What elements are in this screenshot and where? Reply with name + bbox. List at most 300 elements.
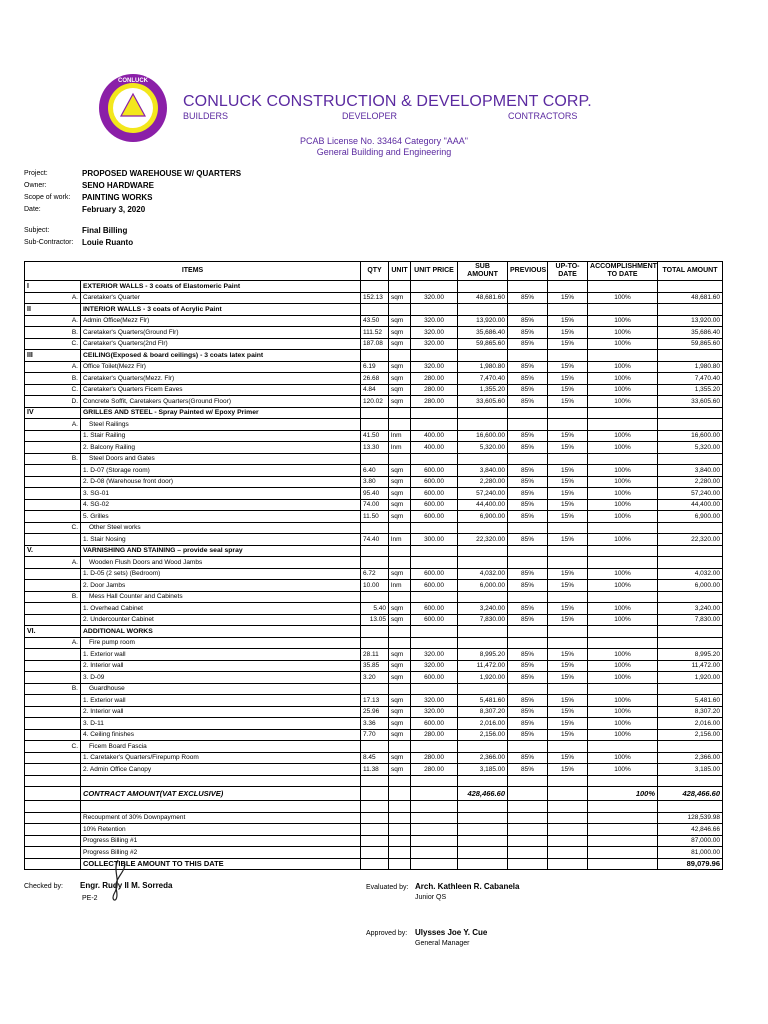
total-cell: 42,846.66 bbox=[658, 824, 723, 836]
row-number-cell: C. bbox=[25, 384, 81, 396]
up-to-date-cell bbox=[548, 453, 588, 465]
table-row bbox=[25, 568, 723, 580]
unit-price-cell: 320.00 bbox=[411, 292, 458, 304]
unit-cell bbox=[389, 626, 411, 638]
unit-cell: sqm bbox=[389, 384, 411, 396]
description-cell: CONTRACT AMOUNT(VAT EXCLUSIVE) bbox=[81, 787, 361, 801]
unit-price-cell bbox=[411, 304, 458, 316]
previous-cell: 85% bbox=[508, 384, 548, 396]
unit-price-cell: 300.00 bbox=[411, 534, 458, 546]
qty-cell: 3.80 bbox=[361, 476, 389, 488]
accomplishment-cell: 100% bbox=[588, 718, 658, 730]
up-to-date-cell: 15% bbox=[548, 384, 588, 396]
total-cell bbox=[658, 683, 723, 695]
unit-price-cell bbox=[411, 522, 458, 534]
up-to-date-cell: 15% bbox=[548, 327, 588, 339]
unit-cell: sqm bbox=[389, 649, 411, 661]
up-to-date-cell bbox=[548, 407, 588, 419]
accomplishment-cell: 100% bbox=[588, 465, 658, 477]
previous-cell: 85% bbox=[508, 315, 548, 327]
previous-cell: 85% bbox=[508, 430, 548, 442]
previous-cell bbox=[508, 350, 548, 362]
table-row bbox=[25, 499, 723, 511]
description-cell: INTERIOR WALLS - 3 coats of Acrylic Paint bbox=[81, 304, 361, 316]
accomplishment-cell bbox=[588, 453, 658, 465]
total-cell: 2,280.00 bbox=[658, 476, 723, 488]
project-value: PROPOSED WAREHOUSE W/ QUARTERS bbox=[82, 169, 242, 178]
unit-price-cell bbox=[411, 824, 458, 836]
previous-cell bbox=[508, 419, 548, 431]
total-cell bbox=[658, 350, 723, 362]
row-number-cell bbox=[25, 603, 81, 615]
qty-cell: 4.84 bbox=[361, 384, 389, 396]
sub-amount-cell: 44,400.00 bbox=[458, 499, 508, 511]
description-cell: Wooden Flush Doors and Wood Jambs bbox=[81, 557, 361, 569]
date-label: Date: bbox=[24, 206, 41, 213]
total-cell: 2,016.00 bbox=[658, 718, 723, 730]
row-number-cell bbox=[25, 801, 81, 813]
up-to-date-cell: 15% bbox=[548, 729, 588, 741]
description-cell: GRILLES AND STEEL - Spray Painted w/ Epoxy Primer bbox=[81, 407, 361, 419]
previous-cell bbox=[508, 787, 548, 801]
header-total-amount: TOTAL AMOUNT bbox=[658, 262, 723, 281]
unit-cell: lnm bbox=[389, 534, 411, 546]
unit-price-cell bbox=[411, 847, 458, 859]
unit-cell: lnm bbox=[389, 430, 411, 442]
total-cell: 2,156.00 bbox=[658, 729, 723, 741]
table-row bbox=[25, 637, 723, 649]
accomplishment-cell bbox=[588, 522, 658, 534]
row-number-cell bbox=[25, 488, 81, 500]
sub-amount-cell: 1,355.20 bbox=[458, 384, 508, 396]
previous-cell bbox=[508, 407, 548, 419]
unit-cell: sqm bbox=[389, 373, 411, 385]
total-cell: 8,995.20 bbox=[658, 649, 723, 661]
sub-amount-cell: 2,156.00 bbox=[458, 729, 508, 741]
table-row bbox=[25, 741, 723, 753]
description-cell: EXTERIOR WALLS - 3 coats of Elastomeric Paint bbox=[81, 281, 361, 293]
previous-cell bbox=[508, 281, 548, 293]
row-number-cell bbox=[25, 787, 81, 801]
total-cell: 1,980.80 bbox=[658, 361, 723, 373]
table-row bbox=[25, 396, 723, 408]
description-cell: 2. D-08 (Warehouse front door) bbox=[81, 476, 361, 488]
unit-cell: lnm bbox=[389, 580, 411, 592]
unit-price-cell: 600.00 bbox=[411, 511, 458, 523]
header-unit: UNIT bbox=[389, 262, 411, 281]
unit-cell: sqm bbox=[389, 396, 411, 408]
qty-cell bbox=[361, 741, 389, 753]
up-to-date-cell bbox=[548, 350, 588, 362]
accomplishment-cell: 100% bbox=[588, 384, 658, 396]
company-name: CONLUCK CONSTRUCTION & DEVELOPMENT CORP. bbox=[183, 93, 592, 110]
description-cell: 10% Retention bbox=[81, 824, 361, 836]
unit-price-cell: 280.00 bbox=[411, 729, 458, 741]
description-cell: Guardhouse bbox=[81, 683, 361, 695]
up-to-date-cell bbox=[548, 591, 588, 603]
table-header-row bbox=[25, 262, 723, 281]
row-number-cell bbox=[25, 499, 81, 511]
table-row bbox=[25, 695, 723, 707]
sub-amount-cell bbox=[458, 407, 508, 419]
description-cell: Recoupment of 30% Downpayment bbox=[81, 812, 361, 824]
sub-amount-cell: 8,995.20 bbox=[458, 649, 508, 661]
pcab-license: PCAB License No. 33464 Category "AAA" bbox=[300, 136, 468, 146]
description-cell: Steel Doors and Gates bbox=[81, 453, 361, 465]
table-row bbox=[25, 419, 723, 431]
total-cell: 7,830.00 bbox=[658, 614, 723, 626]
table-row bbox=[25, 315, 723, 327]
unit-cell bbox=[389, 858, 411, 870]
description-cell: Admin Office(Mezz Flr) bbox=[81, 315, 361, 327]
unit-price-cell: 280.00 bbox=[411, 384, 458, 396]
row-number-cell bbox=[25, 580, 81, 592]
total-cell bbox=[658, 801, 723, 813]
table-row bbox=[25, 683, 723, 695]
table-row bbox=[25, 812, 723, 824]
previous-cell bbox=[508, 591, 548, 603]
previous-cell bbox=[508, 801, 548, 813]
unit-cell bbox=[389, 557, 411, 569]
total-cell bbox=[658, 453, 723, 465]
qty-cell bbox=[361, 683, 389, 695]
qty-cell: 25.96 bbox=[361, 706, 389, 718]
table-row bbox=[25, 660, 723, 672]
description-cell: Caretaker's Quarter bbox=[81, 292, 361, 304]
total-cell: 6,900.00 bbox=[658, 511, 723, 523]
table-row bbox=[25, 534, 723, 546]
description-cell: Caretaker's Quarters Ficem Eaves bbox=[81, 384, 361, 396]
up-to-date-cell bbox=[548, 281, 588, 293]
row-number-cell: D. bbox=[25, 396, 81, 408]
sub-amount-cell bbox=[458, 304, 508, 316]
row-number-cell bbox=[25, 858, 81, 870]
description-cell: 1. D-07 (Storage room) bbox=[81, 465, 361, 477]
qty-cell bbox=[361, 775, 389, 787]
description-cell: 2. Undercounter Cabinet bbox=[81, 614, 361, 626]
up-to-date-cell: 15% bbox=[548, 706, 588, 718]
unit-price-cell: 320.00 bbox=[411, 649, 458, 661]
description-cell: 1. Stair Nosing bbox=[81, 534, 361, 546]
previous-cell bbox=[508, 812, 548, 824]
description-cell: 5. Grilles bbox=[81, 511, 361, 523]
table-row bbox=[25, 706, 723, 718]
accomplishment-cell bbox=[588, 591, 658, 603]
qty-cell bbox=[361, 824, 389, 836]
qty-cell bbox=[361, 350, 389, 362]
up-to-date-cell: 15% bbox=[548, 292, 588, 304]
accomplishment-cell bbox=[588, 557, 658, 569]
qty-cell bbox=[361, 281, 389, 293]
unit-cell bbox=[389, 637, 411, 649]
qty-cell: 13.30 bbox=[361, 442, 389, 454]
tagline-builders: BUILDERS bbox=[183, 111, 229, 121]
accomplishment-cell bbox=[588, 847, 658, 859]
unit-cell: sqm bbox=[389, 499, 411, 511]
previous-cell: 85% bbox=[508, 660, 548, 672]
up-to-date-cell: 15% bbox=[548, 430, 588, 442]
previous-cell bbox=[508, 522, 548, 534]
sub-amount-cell: 22,320.00 bbox=[458, 534, 508, 546]
previous-cell bbox=[508, 847, 548, 859]
table-row bbox=[25, 465, 723, 477]
approved-by-title: General Manager bbox=[415, 940, 470, 947]
unit-price-cell bbox=[411, 775, 458, 787]
previous-cell: 85% bbox=[508, 465, 548, 477]
total-cell bbox=[658, 407, 723, 419]
up-to-date-cell bbox=[548, 801, 588, 813]
sub-amount-cell: 35,686.40 bbox=[458, 327, 508, 339]
row-number-cell bbox=[25, 729, 81, 741]
up-to-date-cell bbox=[548, 637, 588, 649]
unit-price-cell: 320.00 bbox=[411, 660, 458, 672]
sub-amount-cell bbox=[458, 847, 508, 859]
up-to-date-cell: 15% bbox=[548, 396, 588, 408]
table-row bbox=[25, 580, 723, 592]
sub-amount-cell: 6,900.00 bbox=[458, 511, 508, 523]
unit-cell bbox=[389, 835, 411, 847]
accomplishment-cell: 100% bbox=[588, 476, 658, 488]
row-number-cell bbox=[25, 695, 81, 707]
scope-value: PAINTING WORKS bbox=[82, 193, 153, 202]
sub-amount-cell: 59,865.60 bbox=[458, 338, 508, 350]
unit-price-cell: 600.00 bbox=[411, 672, 458, 684]
accomplishment-cell bbox=[588, 304, 658, 316]
previous-cell: 85% bbox=[508, 764, 548, 776]
previous-cell: 85% bbox=[508, 511, 548, 523]
approved-by-name: Ulysses Joe Y. Cue bbox=[415, 928, 488, 937]
sub-amount-cell: 2,016.00 bbox=[458, 718, 508, 730]
logo-text: CONLUCK bbox=[118, 78, 148, 84]
description-cell: COLLECTIBLE AMOUNT TO THIS DATE bbox=[81, 858, 361, 870]
sub-amount-cell bbox=[458, 453, 508, 465]
total-cell: 1,920.00 bbox=[658, 672, 723, 684]
unit-cell bbox=[389, 741, 411, 753]
sub-amount-cell bbox=[458, 775, 508, 787]
total-cell: 428,466.60 bbox=[658, 787, 723, 801]
total-cell: 57,240.00 bbox=[658, 488, 723, 500]
accomplishment-cell: 100% bbox=[588, 706, 658, 718]
unit-cell: sqm bbox=[389, 511, 411, 523]
previous-cell: 85% bbox=[508, 718, 548, 730]
total-cell: 22,320.00 bbox=[658, 534, 723, 546]
unit-cell: sqm bbox=[389, 568, 411, 580]
previous-cell: 85% bbox=[508, 396, 548, 408]
sub-amount-cell: 2,280.00 bbox=[458, 476, 508, 488]
qty-cell: 6.72 bbox=[361, 568, 389, 580]
owner-value: SENO HARDWARE bbox=[82, 181, 155, 190]
row-number-cell: C. bbox=[25, 338, 81, 350]
table-row bbox=[25, 835, 723, 847]
sub-amount-cell bbox=[458, 683, 508, 695]
unit-cell: sqm bbox=[389, 672, 411, 684]
sub-amount-cell: 48,681.60 bbox=[458, 292, 508, 304]
qty-cell: 13.05 bbox=[361, 614, 389, 626]
up-to-date-cell: 15% bbox=[548, 718, 588, 730]
qty-cell bbox=[361, 304, 389, 316]
accomplishment-cell bbox=[588, 858, 658, 870]
total-cell: 89,079.96 bbox=[658, 858, 723, 870]
unit-price-cell: 280.00 bbox=[411, 373, 458, 385]
checked-by-title: PE-2 bbox=[82, 895, 98, 902]
row-number-cell bbox=[25, 824, 81, 836]
total-cell: 3,840.00 bbox=[658, 465, 723, 477]
total-cell: 35,686.40 bbox=[658, 327, 723, 339]
unit-cell: sqm bbox=[389, 695, 411, 707]
total-cell: 8,307.20 bbox=[658, 706, 723, 718]
unit-cell: sqm bbox=[389, 315, 411, 327]
sub-amount-cell: 3,240.00 bbox=[458, 603, 508, 615]
qty-cell: 3.36 bbox=[361, 718, 389, 730]
qty-cell: 152.13 bbox=[361, 292, 389, 304]
tagline-contractors: CONTRACTORS bbox=[508, 111, 578, 121]
previous-cell: 85% bbox=[508, 603, 548, 615]
total-cell: 7,470.40 bbox=[658, 373, 723, 385]
checked-signature bbox=[100, 858, 140, 906]
header-unit-price: UNIT PRICE bbox=[411, 262, 458, 281]
sub-amount-cell: 13,920.00 bbox=[458, 315, 508, 327]
row-number-cell: A. bbox=[25, 315, 81, 327]
unit-price-cell bbox=[411, 835, 458, 847]
row-number-cell bbox=[25, 660, 81, 672]
accomplishment-cell: 100% bbox=[588, 752, 658, 764]
description-cell: Other Steel works bbox=[81, 522, 361, 534]
total-cell: 2,366.00 bbox=[658, 752, 723, 764]
checked-by-label: Checked by: bbox=[24, 883, 63, 890]
description-cell: Progress Billing #1 bbox=[81, 835, 361, 847]
evaluated-by-name: Arch. Kathleen R. Cabanela bbox=[415, 882, 520, 891]
up-to-date-cell: 15% bbox=[548, 752, 588, 764]
previous-cell: 85% bbox=[508, 649, 548, 661]
qty-cell bbox=[361, 787, 389, 801]
accomplishment-cell bbox=[588, 407, 658, 419]
accomplishment-cell bbox=[588, 775, 658, 787]
description-cell: 3. SG-01 bbox=[81, 488, 361, 500]
subcontractor-value: Louie Ruanto bbox=[82, 238, 134, 247]
previous-cell bbox=[508, 304, 548, 316]
description-cell: 3. D-09 bbox=[81, 672, 361, 684]
row-number-cell bbox=[25, 476, 81, 488]
qty-cell: 111.52 bbox=[361, 327, 389, 339]
project-label: Project: bbox=[24, 170, 48, 177]
unit-price-cell: 400.00 bbox=[411, 430, 458, 442]
row-number-cell bbox=[25, 847, 81, 859]
accomplishment-cell: 100% bbox=[588, 764, 658, 776]
section-row bbox=[25, 626, 723, 638]
sub-amount-cell: 7,830.00 bbox=[458, 614, 508, 626]
section-row bbox=[25, 304, 723, 316]
sub-amount-cell: 16,600.00 bbox=[458, 430, 508, 442]
qty-cell: 187.08 bbox=[361, 338, 389, 350]
billing-table bbox=[24, 261, 723, 870]
unit-cell bbox=[389, 407, 411, 419]
previous-cell: 85% bbox=[508, 361, 548, 373]
qty-cell bbox=[361, 858, 389, 870]
unit-price-cell: 320.00 bbox=[411, 315, 458, 327]
qty-cell bbox=[361, 591, 389, 603]
accomplishment-cell bbox=[588, 824, 658, 836]
total-cell bbox=[658, 626, 723, 638]
unit-price-cell: 320.00 bbox=[411, 361, 458, 373]
accomplishment-cell: 100% bbox=[588, 373, 658, 385]
previous-cell: 85% bbox=[508, 706, 548, 718]
table-row bbox=[25, 292, 723, 304]
sub-amount-cell: 7,470.40 bbox=[458, 373, 508, 385]
unit-cell bbox=[389, 591, 411, 603]
sub-amount-cell bbox=[458, 741, 508, 753]
unit-cell: sqm bbox=[389, 729, 411, 741]
sub-amount-cell: 1,920.00 bbox=[458, 672, 508, 684]
total-cell bbox=[658, 591, 723, 603]
up-to-date-cell: 15% bbox=[548, 534, 588, 546]
row-number-cell: IV bbox=[25, 407, 81, 419]
qty-cell bbox=[361, 847, 389, 859]
row-number-cell: C. bbox=[25, 522, 81, 534]
sub-amount-cell: 428,466.60 bbox=[458, 787, 508, 801]
row-number-cell: A. bbox=[25, 557, 81, 569]
section-row bbox=[25, 545, 723, 557]
accomplishment-cell: 100% bbox=[588, 511, 658, 523]
sub-amount-cell: 1,980.80 bbox=[458, 361, 508, 373]
total-cell bbox=[658, 557, 723, 569]
unit-price-cell: 600.00 bbox=[411, 614, 458, 626]
row-number-cell bbox=[25, 706, 81, 718]
section-row bbox=[25, 407, 723, 419]
up-to-date-cell: 15% bbox=[548, 660, 588, 672]
row-number-cell: B. bbox=[25, 453, 81, 465]
unit-price-cell bbox=[411, 545, 458, 557]
qty-cell: 74.40 bbox=[361, 534, 389, 546]
accomplishment-cell: 100% bbox=[588, 614, 658, 626]
up-to-date-cell bbox=[548, 419, 588, 431]
sub-amount-cell: 33,605.60 bbox=[458, 396, 508, 408]
previous-cell bbox=[508, 637, 548, 649]
unit-price-cell bbox=[411, 281, 458, 293]
unit-price-cell bbox=[411, 741, 458, 753]
description-cell: Caretaker's Quarters(2nd Flr) bbox=[81, 338, 361, 350]
qty-cell: 74.00 bbox=[361, 499, 389, 511]
unit-cell bbox=[389, 304, 411, 316]
unit-price-cell bbox=[411, 626, 458, 638]
total-cell: 4,032.00 bbox=[658, 568, 723, 580]
table-row bbox=[25, 361, 723, 373]
description-cell: 2. Interior wall bbox=[81, 660, 361, 672]
unit-cell: sqm bbox=[389, 660, 411, 672]
date-value: February 3, 2020 bbox=[82, 205, 146, 214]
row-number-cell: A. bbox=[25, 637, 81, 649]
header-accomplishment: ACCOMPLISHMENT TO DATE bbox=[588, 262, 658, 281]
description-cell: 3. D-11 bbox=[81, 718, 361, 730]
previous-cell bbox=[508, 858, 548, 870]
accomplishment-cell: 100% bbox=[588, 442, 658, 454]
previous-cell: 85% bbox=[508, 568, 548, 580]
accomplishment-cell: 100% bbox=[588, 396, 658, 408]
previous-cell: 85% bbox=[508, 442, 548, 454]
sub-amount-cell bbox=[458, 419, 508, 431]
unit-price-cell: 600.00 bbox=[411, 580, 458, 592]
qty-cell bbox=[361, 453, 389, 465]
previous-cell: 85% bbox=[508, 292, 548, 304]
total-cell: 1,355.20 bbox=[658, 384, 723, 396]
sub-amount-cell bbox=[458, 835, 508, 847]
up-to-date-cell: 15% bbox=[548, 442, 588, 454]
accomplishment-cell: 100% bbox=[588, 729, 658, 741]
previous-cell bbox=[508, 824, 548, 836]
accomplishment-cell: 100% bbox=[588, 534, 658, 546]
unit-price-cell bbox=[411, 637, 458, 649]
qty-cell bbox=[361, 407, 389, 419]
up-to-date-cell: 15% bbox=[548, 361, 588, 373]
